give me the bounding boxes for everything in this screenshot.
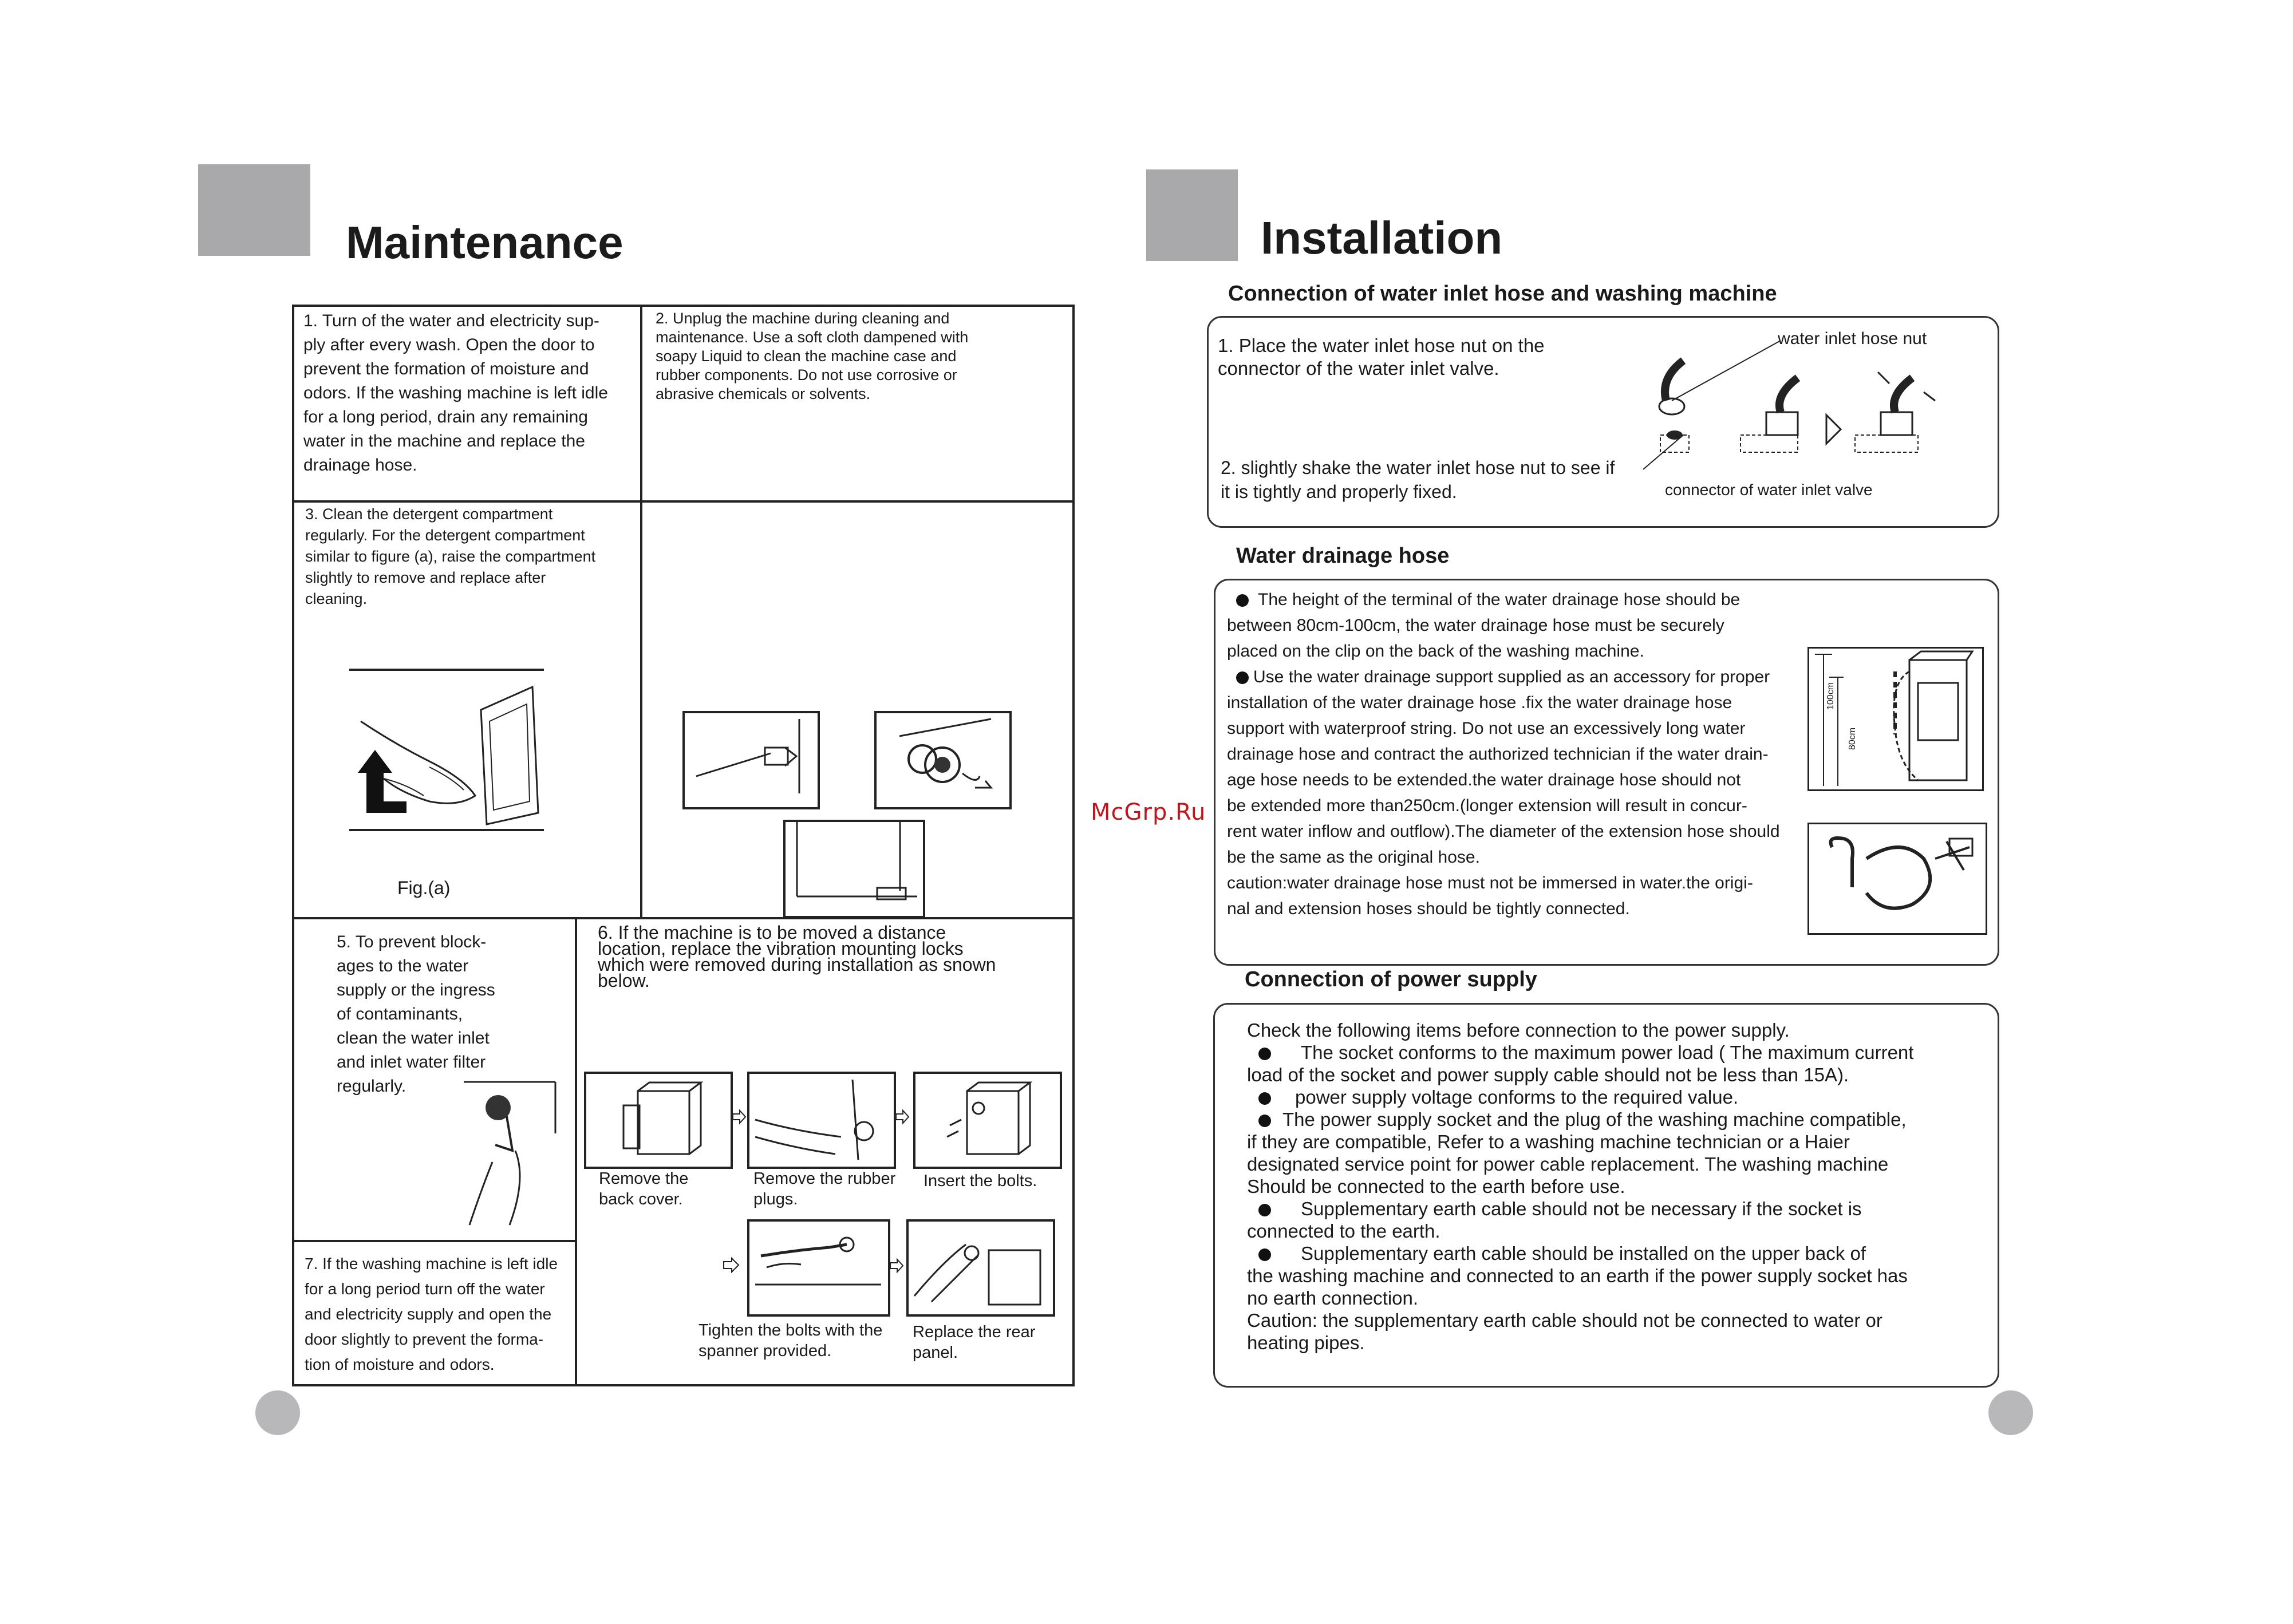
inlet-filter-illustration — [452, 1076, 567, 1231]
bullet-icon — [1258, 1048, 1271, 1060]
arrow-icon — [889, 1258, 904, 1273]
drawer-detail-drawing — [685, 713, 816, 805]
maintenance-step-2: 2. Unplug the machine during cleaning and maintenance. Use a soft cloth dampened with soapy Liquid to clean the machine case and rubber components. Do not use corrosive or abrasive chemicals or solvents. — [656, 310, 969, 402]
table-divider — [575, 917, 577, 1386]
drainage-height-drawing — [1809, 649, 1981, 789]
pump-filter-drawing — [877, 713, 1008, 805]
inlet-step-2: 2. slightly shake the water inlet hose nut to see if it is tightly and properly fixed. — [1221, 457, 1615, 502]
maintenance-step-5: 5. To prevent block- ages to the water supply or the ingress of contaminants, clean the water inlet and inlet water filter regularly. — [337, 932, 495, 1096]
bullet-icon — [1258, 1115, 1271, 1127]
maintenance-step-1: 1. Turn of the water and electricity sup- ply after every wash. Open the door to prevent the formation of moisture and odors. If the washing machine is left idle for a long period, drain any remaining water in the machine and replace the drainage hose. — [303, 311, 608, 475]
bullet-icon — [1236, 671, 1249, 684]
arrow-icon — [723, 1257, 740, 1273]
label-80cm: 80cm — [1848, 727, 1857, 750]
left-page-marker — [255, 1390, 300, 1435]
label-connector-water-inlet-valve: connector of water inlet valve — [1665, 481, 1873, 499]
tighten-bolts-drawing — [749, 1222, 887, 1313]
bullet-icon — [1258, 1092, 1271, 1105]
inlet-step-1: 1. Place the water inlet hose nut on the connector of the water inlet valve. — [1218, 335, 1545, 379]
caption-remove-back-cover: Remove the back cover. — [599, 1169, 689, 1208]
label-100cm: 100cm — [1826, 682, 1836, 710]
maintenance-step-6: 6. If the machine is to be moved a distance location, replace the vibration mounting locks which were removed during installation as snown below. — [598, 922, 996, 991]
page-title-maintenance: Maintenance — [346, 217, 623, 268]
bullet-icon — [1236, 594, 1249, 607]
table-divider — [292, 1240, 576, 1242]
drainage-text: The height of the terminal of the water drainage hose should be between 80cm-100cm, the water drainage hose must be securely placed on the clip on the back of the washing machine. Use the water drainage support supplied as an accessory for proper installation of the water drainage hose .fix the water drainage hose support with waterproof string. Do not use an excessively long water drainage hose and contract the authorized technician if the water drain- age hose needs to be extended.the water drainage hose should not be extended more than250cm.(longer extension will result in concur- rent water inflow and outflow).The diameter of the extension hose should be the same as the original hose. caution:water drainage hose must not be immersed in water.the origi- nal and extension hoses should be tightly connected. — [1227, 590, 1780, 918]
back-cover-drawing — [586, 1074, 729, 1165]
caption-remove-rubber-plugs: Remove the rubber plugs. — [753, 1169, 896, 1208]
bullet-icon — [1258, 1248, 1271, 1261]
inlet-section-heading: Connection of water inlet hose and washing machine — [1228, 282, 1777, 306]
caption-insert-bolts: Insert the bolts. — [923, 1172, 1037, 1190]
page-title-installation: Installation — [1261, 212, 1503, 263]
rubber-plugs-drawing — [749, 1074, 893, 1165]
inlet-hose-connection-illustration — [1637, 338, 1958, 475]
caption-replace-rear-panel: Replace the rear panel. — [913, 1323, 1036, 1362]
drainage-hose-clip-drawing — [1809, 824, 1984, 933]
watermark-text: McGrp.Ru — [1091, 799, 1206, 825]
arrow-icon — [732, 1109, 747, 1124]
fig-a-label: Fig.(a) — [397, 878, 451, 898]
table-divider — [640, 305, 642, 918]
maintenance-step-3: 3. Clean the detergent compartment regularly. For the detergent compartment similar to figure (a), raise the compartment slightly to remove and replace after cleaning. — [305, 505, 596, 607]
right-page-marker — [1988, 1390, 2033, 1435]
machine-base-drawing — [786, 822, 921, 914]
arrow-icon — [895, 1109, 910, 1124]
bullet-icon — [1258, 1204, 1271, 1216]
table-divider — [292, 917, 1075, 919]
caption-tighten-bolts: Tighten the bolts with the spanner provided. — [698, 1321, 883, 1360]
label-water-inlet-hose-nut: water inlet hose nut — [1778, 329, 1927, 348]
right-header-block — [1146, 169, 1238, 261]
left-header-block — [198, 164, 310, 256]
power-supply-text: Check the following items before connection to the power supply. The socket conforms to the maximum power load ( The maximum current load of the socket and power supply cable should not be less than 15A). power supply voltage conforms to the required value. The power supply socket and the plug of the washing machine compatible, if they are compatible, Refer to a washing machine technician or a Haier designated service point for power cable replacement. The washing machine Should be connected to the earth before use. Supplementary earth cable should not be necessary if the socket is connected to the earth. Supplementary earth cable should be installed on the upper back of the washing machine and connected to an earth if the power supply socket has no earth connection. Caution: the supplementary earth cable should not be connected to water or heating pipes. — [1247, 1020, 1914, 1353]
power-section-heading: Connection of power supply — [1245, 967, 1537, 991]
rear-panel-drawing — [909, 1222, 1052, 1313]
detergent-drawer-illustration — [344, 664, 550, 847]
maintenance-step-7: 7. If the washing machine is left idle for a long period turn off the water and electricity supply and open the door slightly to prevent the forma- tion of moisture and odors. — [305, 1255, 558, 1373]
table-divider — [292, 500, 1075, 503]
drainage-section-heading: Water drainage hose — [1236, 544, 1450, 568]
insert-bolts-drawing — [915, 1074, 1059, 1165]
